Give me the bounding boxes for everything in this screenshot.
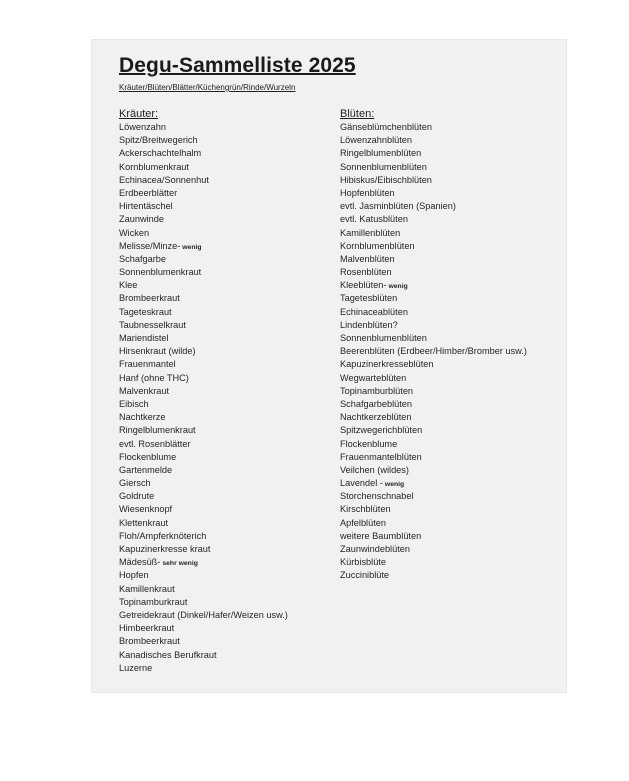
list-item-text: Veilchen (wildes)	[340, 464, 409, 475]
list-item-note: wenig	[388, 283, 408, 291]
paper-sheet	[92, 40, 566, 692]
blueten-column	[340, 108, 566, 583]
list-item	[340, 227, 566, 240]
list-item	[340, 372, 566, 385]
list-item-text: Tageteskraut	[119, 306, 172, 317]
list-item-text: Malvenkraut	[119, 385, 170, 396]
list-item	[119, 227, 339, 240]
list-item-text: Lavendel -	[340, 478, 383, 489]
list-item	[119, 134, 339, 147]
list-item-text: Storchenschnabel	[340, 491, 414, 502]
list-item-text: Kleeblüten-	[340, 280, 387, 291]
list-item	[119, 477, 339, 490]
list-item	[119, 187, 339, 200]
list-item	[340, 200, 566, 213]
page-subtitle: Kräuter/Blüten/Blätter/Küchengrün/Rinde/Wurzeln	[119, 83, 296, 92]
list-item-text: Klettenkraut	[119, 517, 169, 528]
list-item	[340, 569, 566, 582]
list-item	[119, 147, 339, 160]
page-title: Degu-Sammelliste 2025	[119, 54, 356, 77]
list-item-text: Zucciniblüte	[340, 570, 390, 581]
list-item	[340, 240, 566, 253]
list-item-text: Hibiskus/Eibischblüten	[340, 174, 432, 185]
list-item	[340, 451, 566, 464]
list-item	[119, 398, 339, 411]
list-item	[340, 411, 566, 424]
list-item	[340, 213, 566, 226]
list-item-text: Flockenblume	[119, 451, 177, 462]
list-item-text: Echinaceablüten	[340, 306, 408, 317]
list-item-text: Hirsenkraut (wilde)	[119, 346, 196, 357]
list-item	[119, 424, 339, 437]
list-item-text: Klee	[119, 280, 138, 291]
list-item	[119, 345, 339, 358]
list-item	[340, 266, 566, 279]
list-item	[119, 556, 339, 569]
list-item-text: Apfelblüten	[340, 517, 386, 528]
list-item-text: evtl. Jasminblüten (Spanien)	[340, 201, 456, 212]
list-item-text: Melisse/Minze-	[119, 240, 181, 251]
list-item-text: Eibisch	[119, 398, 149, 409]
list-item-text: Nachtkerze	[119, 412, 166, 423]
blueten-list	[340, 121, 566, 583]
list-item-text: Löwenzahnblüten	[340, 135, 413, 146]
blueten-heading: Blüten:	[340, 108, 375, 120]
list-item	[119, 635, 339, 648]
list-item-text: Ringelblumenkraut	[119, 425, 196, 436]
list-item-text: Spitz/Breitwegerich	[119, 135, 198, 146]
list-item-text: Hirtentäschel	[119, 201, 173, 212]
list-item	[340, 398, 566, 411]
list-item	[119, 451, 339, 464]
list-item	[340, 490, 566, 503]
list-item-text: Spitzwegerichblüten	[340, 425, 423, 436]
list-item	[340, 279, 566, 292]
list-item	[340, 174, 566, 187]
list-item-text: Tagetesblüten	[340, 293, 398, 304]
list-item	[119, 583, 339, 596]
list-item	[119, 543, 339, 556]
list-item-text: Hopfenblüten	[340, 187, 395, 198]
list-item	[119, 569, 339, 582]
list-item-text: Zaunwinde	[119, 214, 164, 225]
list-item-text: Luzerne	[119, 662, 153, 673]
list-item-text: Mariendistel	[119, 333, 169, 343]
list-item	[119, 503, 339, 516]
list-item	[119, 279, 339, 292]
list-item	[340, 556, 566, 569]
list-item	[340, 543, 566, 556]
list-item	[340, 147, 566, 160]
list-item	[119, 622, 339, 635]
list-item-text: Mädesüß-	[119, 557, 161, 568]
list-item-text: Kapuzinerkresse kraut	[119, 544, 211, 554]
list-item	[340, 345, 566, 358]
list-item	[119, 385, 339, 398]
list-item-text: Brombeerkraut	[119, 293, 180, 304]
list-item-text: Kamillenkraut	[119, 583, 175, 594]
list-item	[340, 530, 566, 543]
list-item-text: Hopfen	[119, 570, 149, 581]
list-item-text: Brombeerkraut	[119, 636, 180, 647]
list-item-text: Wegwarteblüten	[340, 372, 407, 383]
list-item	[119, 530, 339, 543]
list-item-text: Kürbisblüte	[340, 557, 386, 568]
list-item-text: Nachtkerzeblüten	[340, 412, 412, 423]
list-item-text: Kamillenblüten	[340, 227, 401, 238]
list-item-text: Topinamburkraut	[119, 596, 188, 607]
list-item-text: Topinamburblüten	[340, 385, 414, 396]
list-item	[119, 464, 339, 477]
list-item	[340, 134, 566, 147]
list-item	[340, 121, 566, 134]
list-item-text: Kornblumenblüten	[340, 240, 415, 251]
list-item	[119, 240, 339, 253]
list-item-text: Sonnenblumenblüten	[340, 333, 427, 343]
list-item	[340, 517, 566, 530]
list-item-text: Lindenblüten?	[340, 319, 398, 330]
list-item	[119, 332, 339, 345]
list-item	[119, 438, 339, 451]
list-item	[119, 306, 339, 319]
list-item	[340, 438, 566, 451]
list-item	[340, 424, 566, 437]
list-item-text: Frauenmantel	[119, 359, 176, 370]
list-item-text: Goldrute	[119, 491, 155, 502]
list-item-text: Gartenmelde	[119, 464, 173, 475]
list-item-text: Frauenmantelblüten	[340, 451, 422, 462]
list-item-text: Sonnenblumenkraut	[119, 267, 202, 278]
list-item-text: Wiesenknopf	[119, 504, 173, 515]
list-item	[119, 213, 339, 226]
list-item	[119, 292, 339, 305]
list-item-text: Giersch	[119, 478, 151, 489]
list-item-note: sehr wenig	[162, 560, 198, 568]
list-item-text: Beerenblüten (Erdbeer/Himber/Bromber usw.)	[340, 346, 527, 357]
list-item	[340, 332, 566, 345]
list-item-note: wenig	[384, 481, 405, 489]
list-item	[119, 358, 339, 371]
list-item-text: Kornblumenkraut	[119, 161, 189, 172]
list-item-text: evtl. Rosenblätter	[119, 438, 191, 449]
list-item	[340, 253, 566, 266]
list-item-text: Floh/Ampferknöterich	[119, 530, 207, 541]
list-item-text: Himbeerkraut	[119, 623, 175, 634]
list-item-text: Zaunwindeblüten	[340, 544, 410, 554]
list-item-text: evtl. Katusblüten	[340, 214, 408, 225]
list-item	[340, 503, 566, 516]
list-item	[119, 411, 339, 424]
list-item	[340, 187, 566, 200]
kraeuter-list	[119, 121, 339, 675]
list-item-text: Echinacea/Sonnenhut	[119, 174, 209, 185]
list-item	[119, 200, 339, 213]
list-item	[119, 517, 339, 530]
list-item-text: Ringelblumenblüten	[340, 148, 422, 159]
list-item	[119, 662, 339, 675]
list-item	[119, 609, 339, 622]
list-item-text: Wicken	[119, 227, 150, 238]
list-item-text: Kapuzinerkresseblüten	[340, 359, 434, 370]
list-item	[119, 174, 339, 187]
list-item-text: Hanf (ohne THC)	[119, 372, 189, 383]
list-item-text: Getreidekraut (Dinkel/Hafer/Weizen usw.)	[119, 609, 288, 620]
list-item-text: Flockenblume	[340, 438, 398, 449]
list-item-text: Rosenblüten	[340, 267, 392, 278]
list-item	[119, 596, 339, 609]
list-item-note: wenig	[182, 243, 202, 251]
list-item-text: Kirschblüten	[340, 504, 391, 515]
list-item-text: Malvenblüten	[340, 253, 395, 264]
list-item	[119, 649, 339, 662]
list-item	[340, 319, 566, 332]
list-item	[119, 266, 339, 279]
kraeuter-column	[119, 108, 339, 675]
list-item-text: Erdbeerblätter	[119, 187, 178, 198]
list-item	[340, 306, 566, 319]
list-item-text: Ackerschachtelhalm	[119, 148, 202, 159]
list-item	[340, 358, 566, 371]
list-item-text: Kanadisches Berufkraut	[119, 649, 217, 660]
list-item-text: Taubnesselkraut	[119, 319, 186, 330]
list-item	[340, 161, 566, 174]
list-item-text: Gänseblümchenblüten	[340, 122, 432, 132]
list-item-text: Sonnenblumenblüten	[340, 161, 427, 172]
list-item-text: weitere Baumblüten	[340, 530, 422, 541]
list-item	[119, 490, 339, 503]
list-item	[340, 477, 566, 490]
list-item	[340, 385, 566, 398]
list-item-text: Schafgarbeblüten	[340, 398, 413, 409]
kraeuter-heading: Kräuter:	[119, 108, 159, 120]
list-item-text: Schafgarbe	[119, 253, 166, 264]
list-item	[119, 319, 339, 332]
list-item	[340, 464, 566, 477]
list-item	[340, 292, 566, 305]
list-item-text: Löwenzahn	[119, 122, 166, 132]
list-item	[119, 121, 339, 134]
list-item	[119, 161, 339, 174]
list-item	[119, 253, 339, 266]
list-item	[119, 372, 339, 385]
